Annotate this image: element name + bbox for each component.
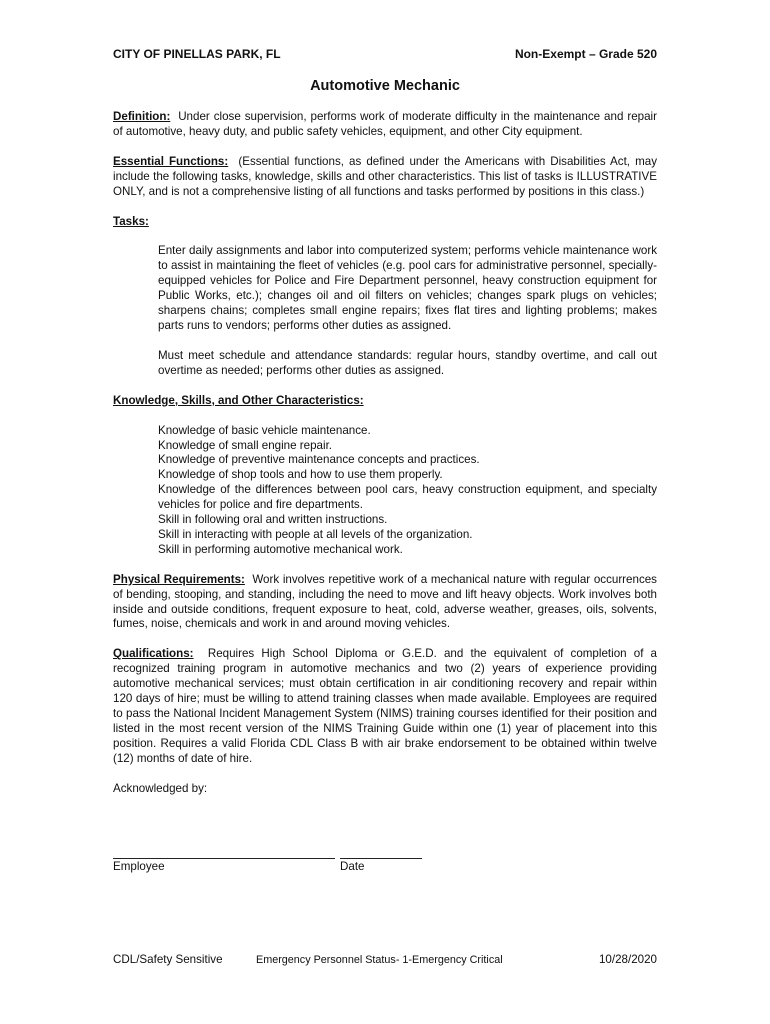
task-paragraph: Enter daily assignments and labor into computerized system; performs vehicle maintenance work to assist in maintaining the fleet of vehicles (e.g. pool cars for administrative personnel, specially-equipped vehicles for Police and Fire Department personnel, heavy construction equipment for Public Works, etc.); changes oil and oil filters on vehicles; changes spark plugs on vehicles; sharpens chains; completes small engine repairs; fixes flat tires and lighting problems; makes parts runs to vendors; performs other duties as assigned. (158, 244, 657, 332)
date-signature-line (340, 858, 422, 859)
footer-cdl-status: CDL/Safety Sensitive (113, 953, 223, 966)
footer-emergency-status: Emergency Personnel Status- 1-Emergency Critical (256, 954, 503, 966)
definition-label: Definition: (113, 110, 171, 123)
ksoc-list (113, 424, 657, 558)
tasks-list (113, 244, 657, 378)
tasks-label: Tasks: (113, 214, 149, 228)
ksoc-item: Knowledge of shop tools and how to use them properly. (158, 468, 443, 482)
tasks-heading (113, 215, 657, 230)
document-body (113, 110, 657, 797)
page-footer (113, 953, 657, 969)
qualifications-section (113, 647, 657, 766)
ksoc-item: Skill in performing automotive mechanical work. (158, 542, 403, 556)
physical-requirements-label: Physical Requirements: (113, 572, 245, 586)
organization-name: CITY OF PINELLAS PARK, FL (113, 47, 281, 61)
ksoc-item: Skill in following oral and written instructions. (158, 513, 388, 527)
employee-label: Employee (113, 860, 165, 873)
ksoc-label: Knowledge, Skills, and Other Characteristics: (113, 393, 364, 407)
page-header (113, 47, 657, 63)
grade-classification: Non-Exempt – Grade 520 (514, 47, 657, 61)
employee-signature-line (113, 858, 335, 859)
date-label: Date (340, 860, 365, 873)
job-title: Automotive Mechanic (310, 78, 460, 94)
qualifications-text: Requires High School Diploma or G.E.D. and the equivalent of completion of a recognized training program in automotive mechanics and two (2) years of experience providing automotive mechanical services; must obtain certification in air conditioning recovery and repair within 120 days of hire; must be willing to attend training classes when made available. Employees are required to pass the National Incident Management System (NIMS) training courses identified for their position and listed in the most recent version of the NIMS Training Guide within one (1) year of placement into this position. Requires a valid Florida CDL Class B with air brake endorsement to be obtained within twelve (12) months of date of hire. (113, 647, 657, 765)
ksoc-item: Knowledge of preventive maintenance concepts and practices. (158, 453, 480, 467)
ksoc-heading (113, 394, 657, 409)
acknowledged-by: Acknowledged by: (113, 781, 208, 795)
essential-functions-label: Essential Functions: (113, 154, 229, 168)
essential-functions-text: (Essential functions, as defined under the Americans with Disabilities Act, may include the following tasks, knowledge, skills and other characteristics. This list of tasks is ILLUSTRATIVE ONLY, and is not a comprehensive listing of all functions and tasks performed by positions in this class.) (113, 154, 657, 198)
physical-requirements-text: Work involves repetitive work of a mechanical nature with regular occurrences of bending, stooping, and standing, including the need to move and lift heavy objects. Work involves both inside and outside conditions, frequent exposure to heat, cold, adverse weather, greases, oils, solvents, fumes, noise, chemicals and work in and around moving vehicles. (113, 572, 657, 631)
ksoc-item: Knowledge of the differences between pool cars, heavy construction equipment, and specialty vehicles for police and fire departments. (158, 483, 657, 512)
essential-functions-section (113, 155, 657, 200)
task-paragraph: Must meet schedule and attendance standards: regular hours, standby overtime, and call out overtime as needed; performs other duties as assigned. (158, 348, 657, 377)
ksoc-item: Knowledge of basic vehicle maintenance. (158, 423, 371, 437)
ksoc-item: Knowledge of small engine repair. (158, 438, 333, 452)
physical-requirements-section (113, 573, 657, 633)
ksoc-item: Skill in interacting with people at all levels of the organization. (158, 527, 473, 541)
qualifications-label: Qualifications: (113, 647, 194, 661)
definition-text: Under close supervision, performs work of moderate difficulty in the maintenance and repair of automotive, heavy duty, and public safety vehicles, equipment, and other City equipment. (113, 110, 657, 138)
footer-date: 10/28/2020 (598, 953, 657, 966)
definition-section (113, 110, 657, 140)
